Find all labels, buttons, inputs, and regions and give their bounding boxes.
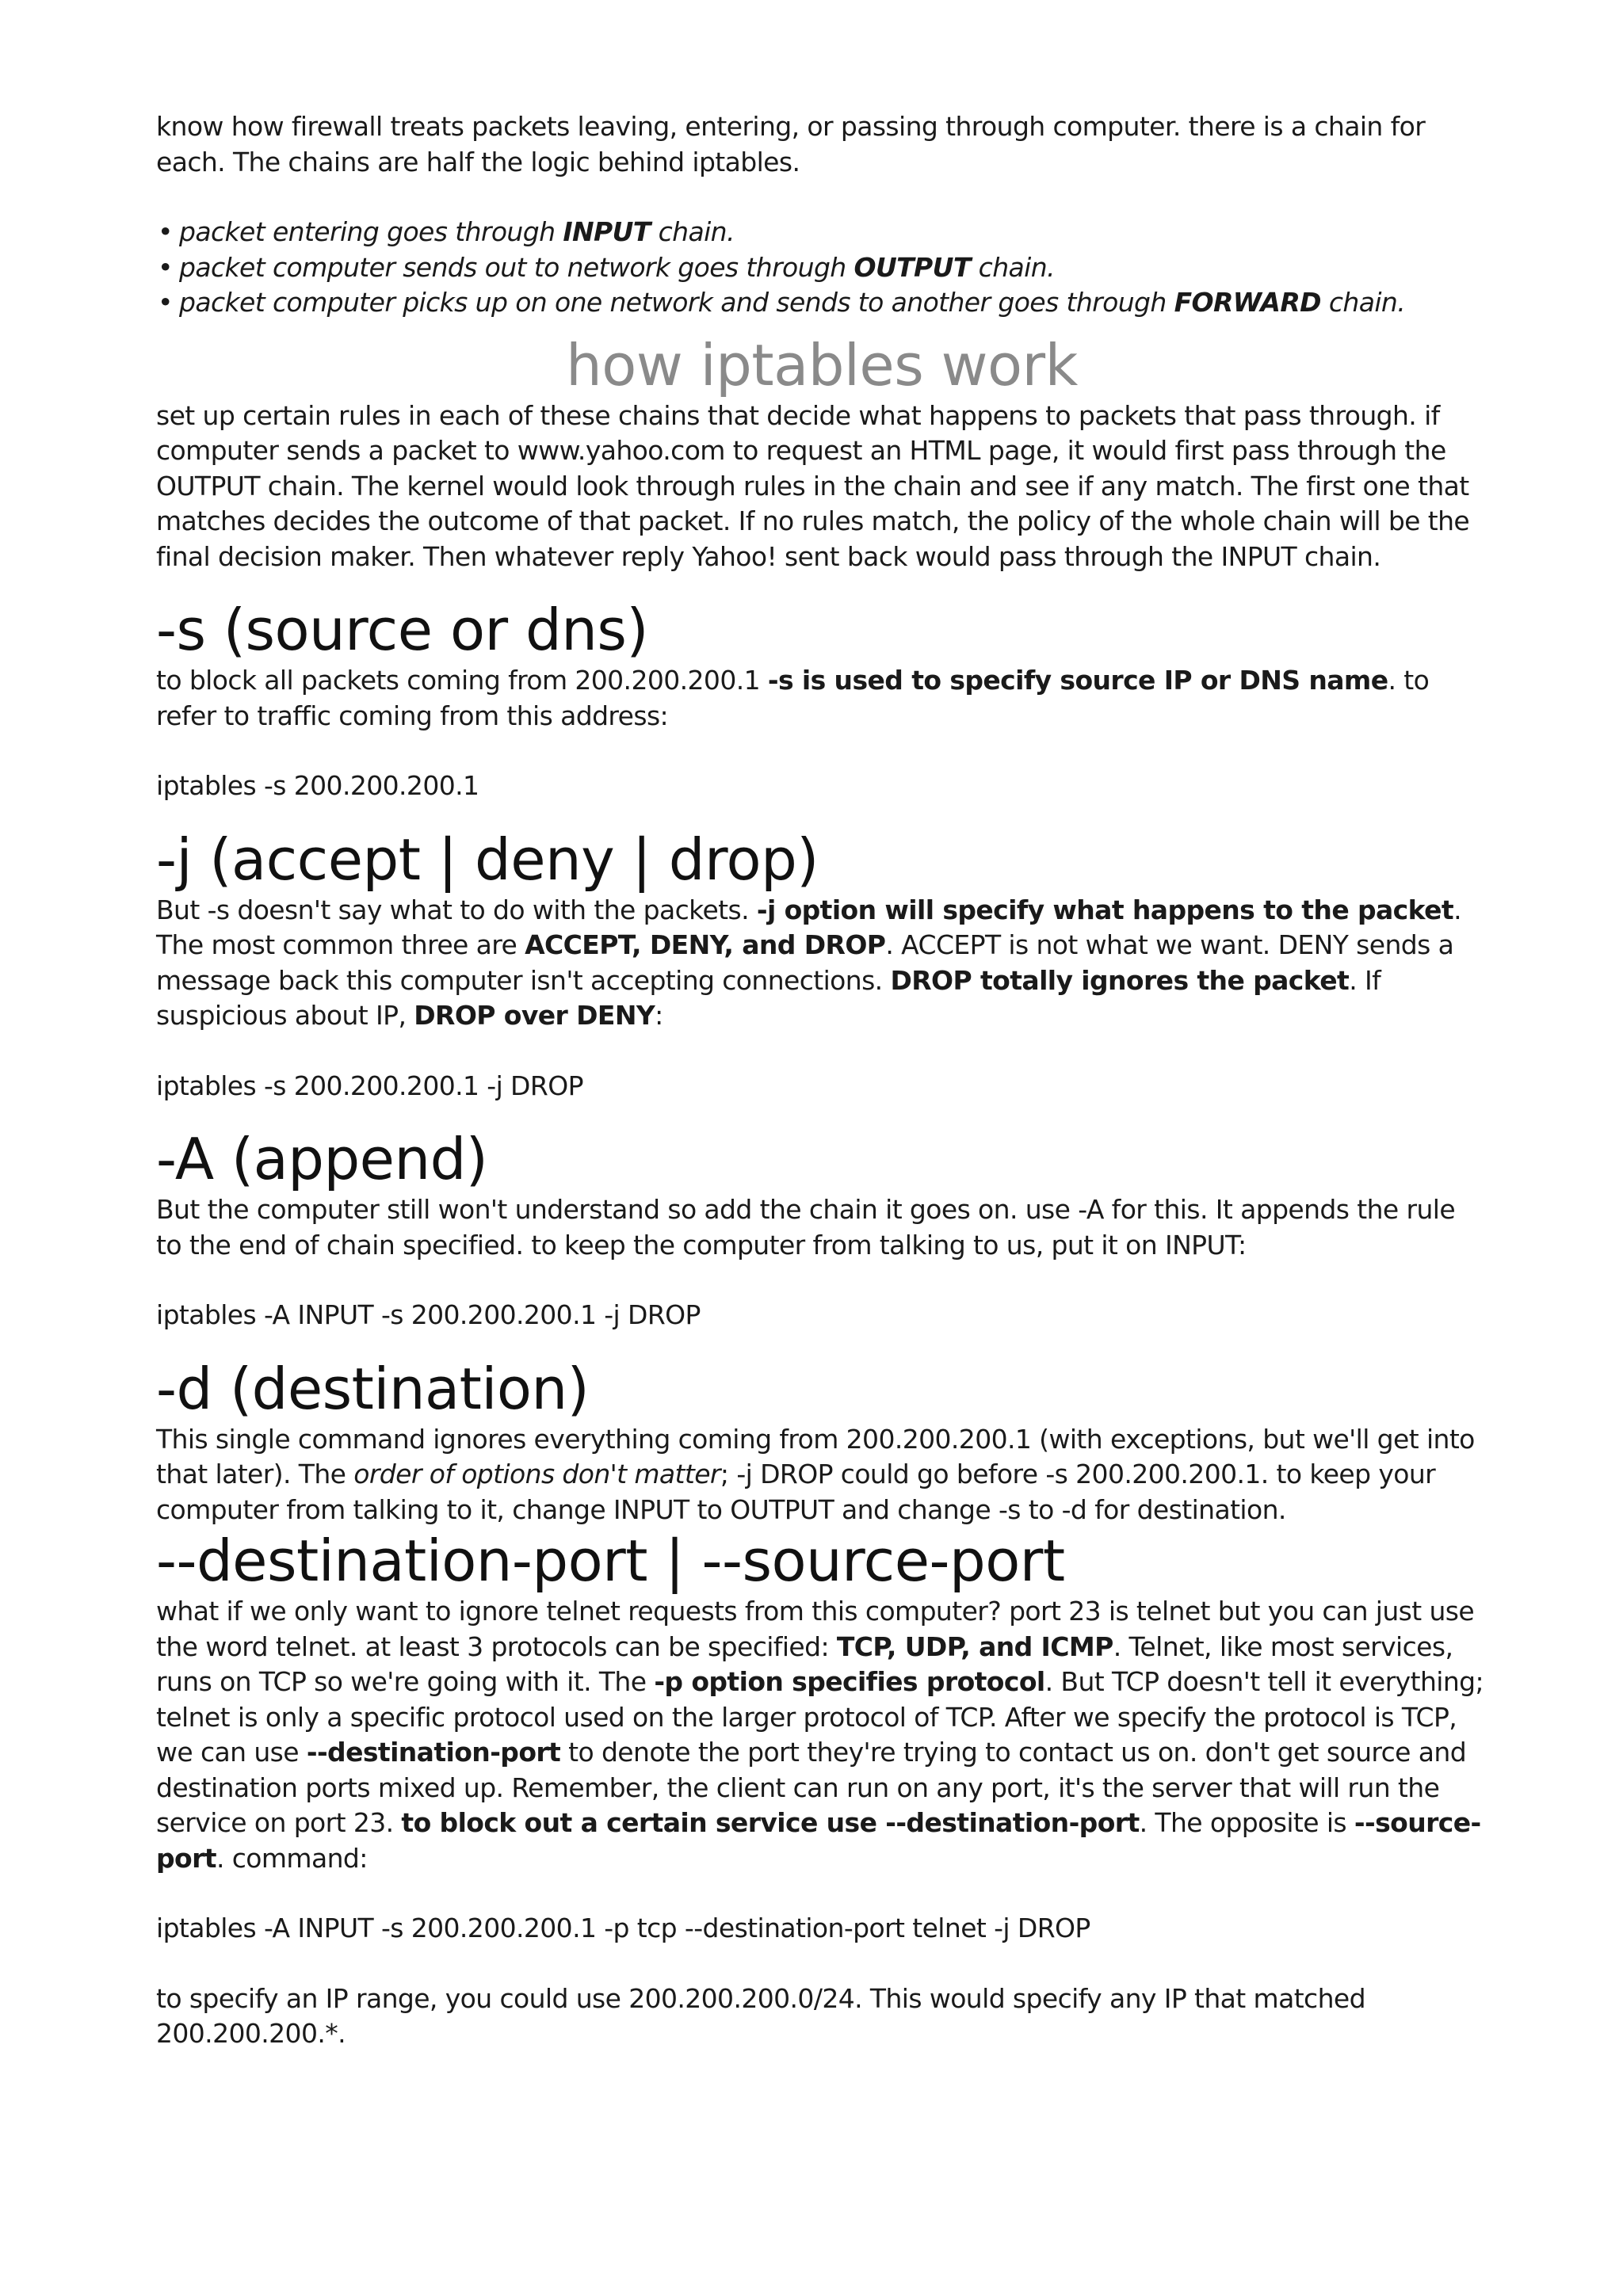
how-iptables-work-heading: how iptables work — [566, 331, 1078, 399]
source-command-example: iptables -s 200.200.200.1 — [156, 770, 479, 801]
source-section-body: to block all packets coming from 200.200.200.1 -s is used to specify source IP or DNS name. to refer to traffic coming from this address: — [156, 665, 1430, 731]
bullet-output-chain: • packet computer sends out to network goes through OUTPUT chain. — [156, 250, 1487, 286]
spacer — [156, 804, 1487, 826]
spacer — [156, 1947, 1487, 1981]
source-section-heading: -s (source or dns) — [156, 597, 648, 663]
append-command-example: iptables -A INPUT -s 200.200.200.1 -j DROP — [156, 1299, 701, 1330]
bullet-icon: • — [158, 216, 173, 247]
port-command-example: iptables -A INPUT -s 200.200.200.1 -p tcp --destination-port telnet -j DROP — [156, 1913, 1090, 1943]
append-section-body: But the computer still won't understand so add the chain it goes on. use -A for this. It appends the rule to the end of chain specified. to keep the computer from talking to us, put it on INPUT: — [156, 1194, 1456, 1261]
intro-paragraph: know how firewall treats packets leaving, entering, or passing through computer. there is a chain for each. The chains are half the logic behind iptables. — [156, 111, 1426, 177]
jump-section-heading: -j (accept | deny | drop) — [156, 826, 819, 893]
bullet-icon: • — [158, 251, 173, 283]
port-section-heading: --destination-port | --source-port — [156, 1527, 1065, 1594]
destination-section-heading: -d (destination) — [156, 1355, 590, 1422]
spacer — [156, 1104, 1487, 1126]
how-iptables-work-body: set up certain rules in each of these chains that decide what happens to packets that pass through. if computer sends a packet to www.yahoo.com to request an HTML page, it would first pass through the OUTPUT chain. The kernel would look through rules in the chain and see if any match. The first one that matches decides the outcome of that packet. If no rules match, the policy of the whole chain will be the final decision maker. Then whatever reply Yahoo! sent back would pass through the INPUT chain. — [156, 399, 1470, 572]
spacer — [156, 180, 1487, 215]
destination-section-body: This single command ignores everything coming from 200.200.200.1 (with exceptions, but we'll get into that later). The order of options don't matter; -j DROP could go before -s 200.200.200.1. to keep your computer from talking to it, change INPUT to OUTPUT and change -s to -d for destination. — [156, 1423, 1475, 1525]
bullet-forward-chain: • packet computer picks up on one network and sends to another goes through FORWARD chain. — [156, 285, 1487, 321]
port-section-body: what if we only want to ignore telnet requests from this computer? port 23 is telnet but you can just use the word telnet. at least 3 protocols can be specified: TCP, UDP, and ICMP. Telnet, like most services, runs on TCP so we're going with it. The -p option specifies protocol. But TCP doesn't tell it everything; telnet is only a specific protocol used on the larger protocol of TCP. After we specify the protocol is TCP, we can use --destination-port to denote the port they're trying to contact us on. don't get source and destination ports mixed up. Remember, the client can run on any port, it's the server that will run the service on port 23. to block out a certain service use --destination-port. The opposite is --source-port. command: — [156, 1596, 1484, 1874]
bullet-icon: • — [158, 287, 173, 318]
spacer — [156, 1263, 1487, 1298]
document-content — [156, 109, 1487, 2052]
spacer — [156, 1876, 1487, 1911]
ip-range-note: to specify an IP range, you could use 200.200.200.0/24. This would specify any IP that matched 200.200.200.*. — [156, 1982, 1365, 2049]
jump-command-example: iptables -s 200.200.200.1 -j DROP — [156, 1070, 583, 1101]
spacer — [156, 1333, 1487, 1356]
append-section-heading: -A (append) — [156, 1126, 488, 1192]
jump-section-body: But -s doesn't say what to do with the packets. -j option will specify what happens to the packet. The most common three are ACCEPT, DENY, and DROP. ACCEPT is not what we want. DENY sends a message back this computer isn't accepting connections. DROP totally ignores the packet. If suspicious about IP, DROP over DENY: — [156, 894, 1461, 1031]
spacer — [156, 574, 1487, 597]
bullet-input-chain: • packet entering goes through INPUT chain. — [156, 215, 1487, 250]
spacer — [156, 1034, 1487, 1069]
spacer — [156, 734, 1487, 769]
chain-bullet-list — [156, 215, 1487, 321]
